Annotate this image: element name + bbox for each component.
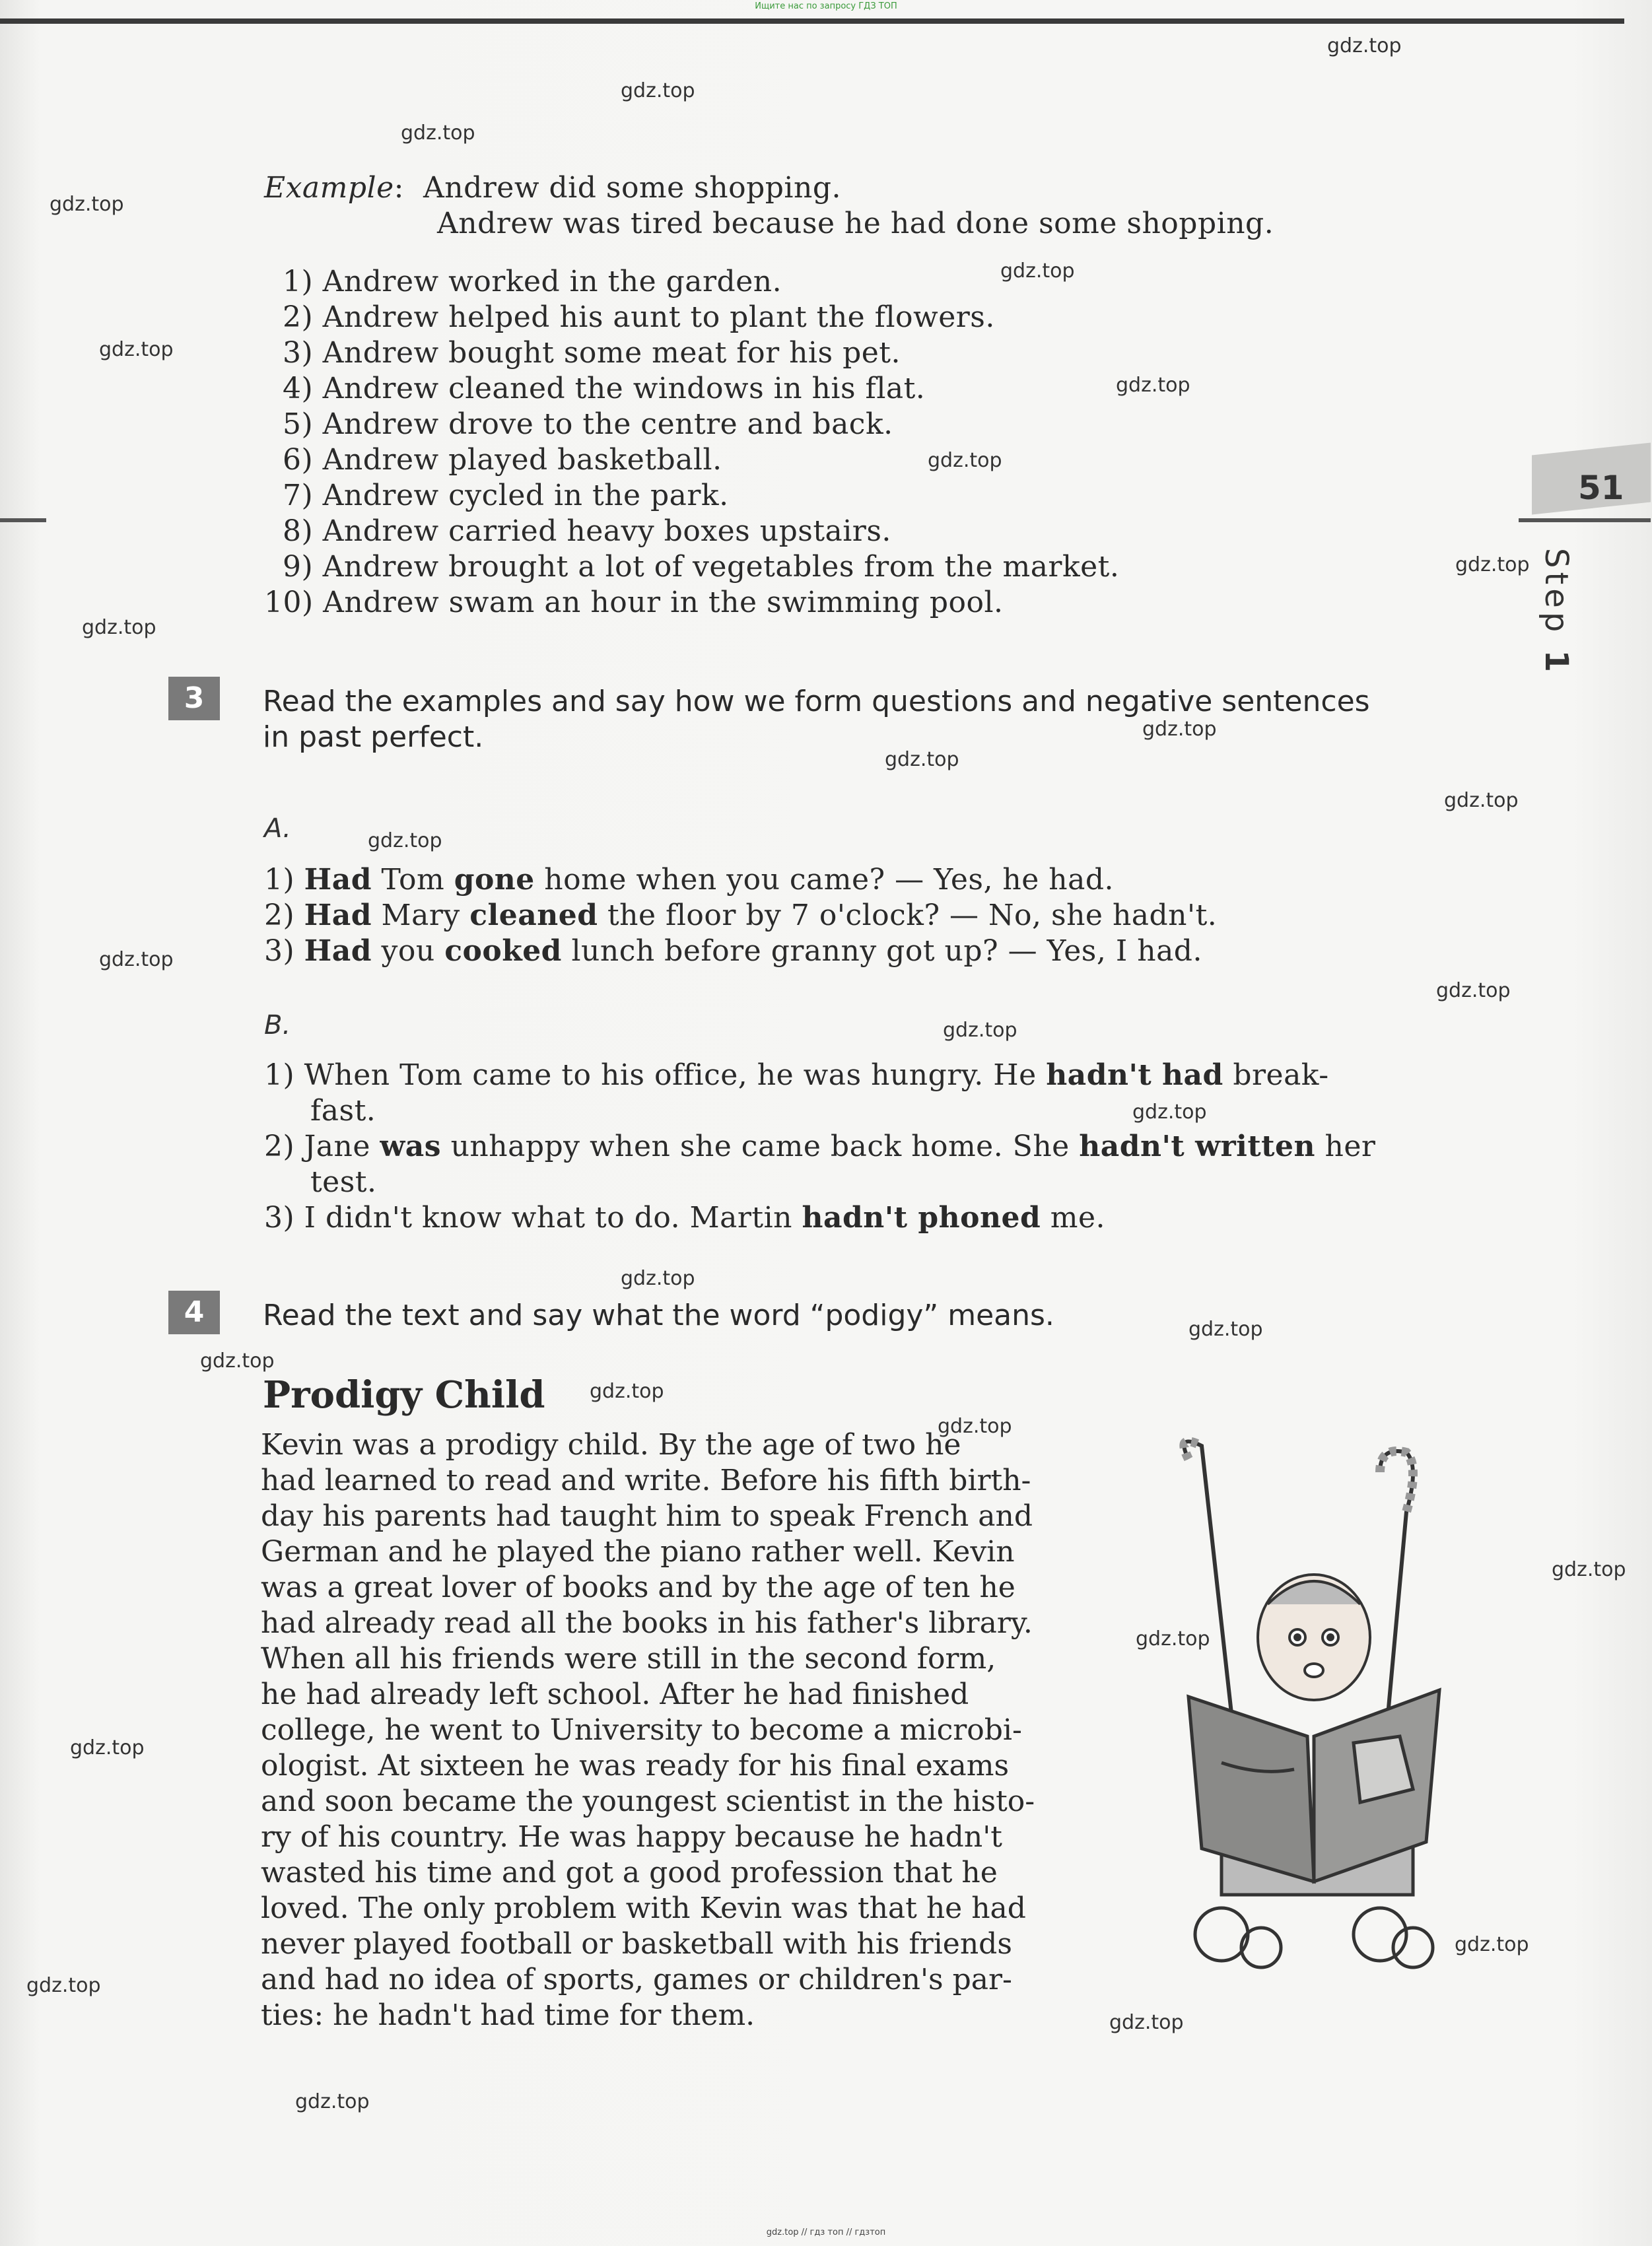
story-line: ties: he hadn't had time for them. [261, 1998, 755, 2032]
part-a-item [264, 934, 1202, 969]
story-title: Prodigy Child [263, 1373, 545, 1417]
watermark-wm-14: gdz.top [368, 829, 442, 852]
part-b-2-pre: 2) Jane [264, 1130, 370, 1163]
story-line: had already read all the books in his father's library. [261, 1606, 1033, 1640]
part-a-rest: home when you came? — Yes, he had. [544, 863, 1115, 897]
example-line-2: Andrew was tired because he had done some shopping. [437, 207, 1274, 240]
story-line: ry of his country. He was happy because he hadn't [261, 1820, 1002, 1854]
story-line: never played football or basketball with his friends [261, 1927, 1012, 1961]
part-b-item-3 [264, 1200, 1105, 1236]
watermark-wm-12: gdz.top [885, 748, 959, 771]
part-a-item [264, 862, 1114, 898]
part-b-label: B. [264, 1010, 291, 1040]
part-b-item-2 [264, 1129, 1375, 1165]
part-a-had: Had [304, 863, 372, 897]
part-b-3-post: me. [1050, 1201, 1105, 1235]
part-a-verb: cooked [444, 934, 562, 968]
watermark-wm-06: gdz.top [99, 338, 174, 361]
part-b-2-bold: hadn't written [1079, 1130, 1315, 1163]
watermark-wm-28: gdz.top [1109, 2011, 1184, 2034]
example-label: Example [264, 171, 394, 205]
part-b-item-1 [264, 1058, 1329, 1093]
exercise-item: 3) Andrew bought some meat for his pet. [283, 336, 901, 370]
watermark-wm-03: gdz.top [401, 121, 475, 145]
watermark-wm-20: gdz.top [1188, 1318, 1263, 1341]
exercise-item: 10) Andrew swam an hour in the swimming pool. [264, 586, 1004, 619]
part-a-a: you [381, 934, 435, 968]
section-number-4: 4 [168, 1291, 220, 1334]
part-b-1-pre: 1) When Tom came to his office, he was hungry. He [264, 1058, 1037, 1092]
part-a-had: Had [304, 934, 372, 968]
story-text [261, 1427, 1139, 2033]
part-a-a: Mary [381, 899, 460, 932]
watermark-wm-25: gdz.top [1136, 1627, 1210, 1650]
watermark-wm-15: gdz.top [99, 948, 174, 971]
exercise-item: 9) Andrew brought a lot of vegetables from the market. [283, 550, 1120, 584]
watermark-wm-01: gdz.top [1327, 34, 1402, 57]
watermark-wm-07: gdz.top [1116, 374, 1190, 397]
part-b-2-mid: unhappy when she came back home. She [450, 1130, 1070, 1163]
header-note: Ищите нас по запросу ГДЗ ТОП [755, 1, 897, 11]
watermark-wm-30: gdz.top [295, 2090, 370, 2113]
watermark-wm-11: gdz.top [1142, 718, 1217, 741]
part-a-n: 1) [264, 863, 295, 897]
watermark-wm-19: gdz.top [621, 1267, 695, 1290]
watermark-wm-27: gdz.top [1455, 1933, 1529, 1956]
example-text-1: Andrew did some shopping. [423, 171, 841, 205]
story-line: had learned to read and write. Before his fifth birth- [261, 1464, 1031, 1497]
story-line: he had already left school. After he had finished [261, 1678, 969, 1711]
part-a-verb: cleaned [469, 899, 598, 932]
watermark-wm-04: gdz.top [50, 193, 124, 216]
part-b-3-bold: hadn't phoned [802, 1201, 1041, 1235]
left-margin-tick [0, 518, 46, 522]
watermark-wm-22: gdz.top [590, 1380, 664, 1403]
story-line: Kevin was a prodigy child. By the age of two he [261, 1428, 961, 1462]
part-a-rest: lunch before granny got up? — Yes, I had. [571, 934, 1202, 968]
story-line: loved. The only problem with Kevin was that he had [261, 1891, 1026, 1925]
watermark-wm-08: gdz.top [928, 449, 1002, 472]
story-line: college, he went to University to become a microbi- [261, 1713, 1022, 1747]
watermark-wm-02: gdz.top [621, 79, 695, 102]
watermark-wm-18: gdz.top [1132, 1101, 1207, 1124]
example-line-1: Example: Andrew did some shopping. [264, 171, 841, 205]
watermark-wm-09: gdz.top [1455, 553, 1530, 576]
exercise-item: 4) Andrew cleaned the windows in his flat. [283, 372, 926, 405]
story-line: and had no idea of sports, games or children's par- [261, 1963, 1012, 1996]
part-b-1-bold: hadn't had [1046, 1058, 1223, 1092]
section3-instruction-2: in past perfect. [263, 720, 484, 754]
part-b-3-pre: 3) I didn't know what to do. Martin [264, 1201, 792, 1235]
story-line: ologist. At sixteen he was ready for his final exams [261, 1749, 1010, 1783]
story-line: When all his friends were still in the second form, [261, 1642, 996, 1676]
step-number: 1 [1538, 650, 1575, 676]
watermark-wm-26: gdz.top [70, 1736, 145, 1759]
step-word: Step [1538, 548, 1575, 636]
watermark-wm-16: gdz.top [1436, 979, 1511, 1002]
section4-instruction: Read the text and say what the word “podigy” means. [263, 1299, 1054, 1332]
part-a-a: Tom [381, 863, 445, 897]
part-a-rest: the floor by 7 o'clock? — No, she hadn't. [607, 899, 1218, 932]
page-tab [1532, 449, 1651, 977]
footer-note: gdz.top // гдз топ // гдзтоп [766, 2228, 886, 2237]
part-b-item-2-cont: test. [310, 1165, 377, 1199]
story-line: wasted his time and got a good profession that he [261, 1856, 998, 1889]
watermark-wm-29: gdz.top [26, 1974, 101, 1997]
part-a-verb: gone [454, 863, 535, 897]
page-number: 51 [1578, 469, 1624, 507]
watermark-wm-21: gdz.top [200, 1349, 275, 1373]
part-a-n: 2) [264, 899, 295, 932]
step-label [1538, 548, 1575, 676]
part-b-item-1-cont: fast. [310, 1094, 376, 1128]
story-line: and soon became the youngest scientist in the histo- [261, 1785, 1035, 1818]
story-line: was a great lover of books and by the age of ten he [261, 1571, 1015, 1604]
watermark-wm-05: gdz.top [1000, 259, 1075, 283]
section3-instruction-1: Read the examples and say how we form questions and negative sentences [263, 685, 1370, 718]
watermark-wm-23: gdz.top [938, 1415, 1012, 1438]
part-a-had: Had [304, 899, 372, 932]
exercise-item: 5) Andrew drove to the centre and back. [283, 407, 893, 441]
part-a-n: 3) [264, 934, 295, 968]
story-line: German and he played the piano rather well. Kevin [261, 1535, 1015, 1569]
part-a-label: A. [264, 813, 291, 844]
part-b-2-bold-was: was [380, 1130, 442, 1163]
part-a-item [264, 898, 1217, 934]
watermark-wm-17: gdz.top [943, 1019, 1017, 1042]
exercise-item: 8) Andrew carried heavy boxes upstairs. [283, 514, 891, 548]
exercise-item: 7) Andrew cycled in the park. [283, 479, 729, 512]
boy-reading-illustration [1162, 1433, 1466, 1974]
watermark-wm-24: gdz.top [1552, 1558, 1626, 1581]
part-b-2-post: her [1325, 1130, 1376, 1163]
watermark-wm-13: gdz.top [1444, 789, 1519, 812]
exercise-item: 2) Andrew helped his aunt to plant the flowers. [283, 300, 995, 334]
story-line: day his parents had taught him to speak French and [261, 1499, 1033, 1533]
part-b-1-post: break- [1233, 1058, 1329, 1092]
top-rule [0, 18, 1624, 24]
section-number-3: 3 [168, 677, 220, 720]
exercise-item: 1) Andrew worked in the garden. [283, 265, 782, 298]
exercise-item: 6) Andrew played basketball. [283, 443, 722, 477]
watermark-wm-10: gdz.top [82, 616, 156, 639]
